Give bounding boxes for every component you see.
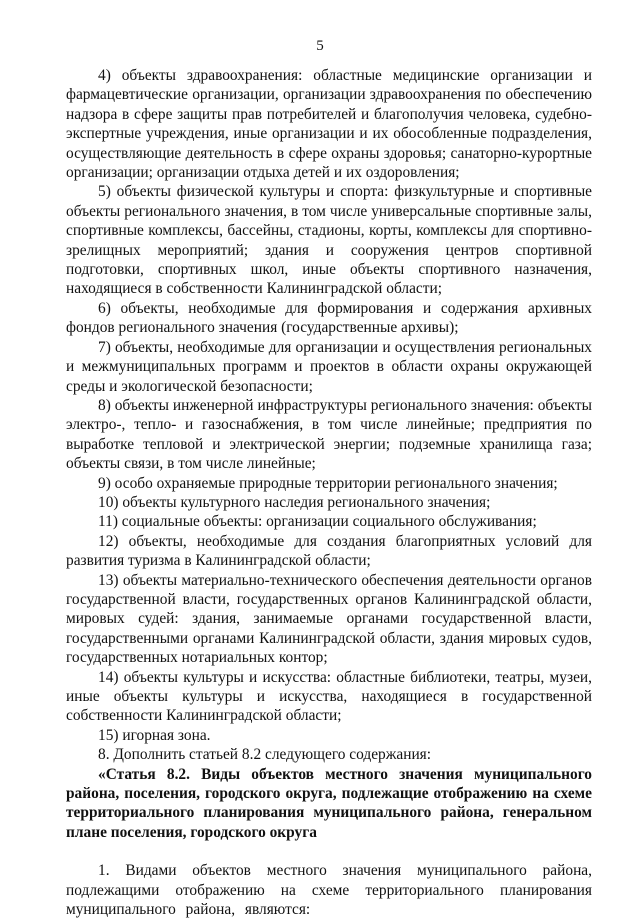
paragraph-amendment: 8. Дополнить статьей 8.2 следующего содержания:	[98, 746, 432, 764]
paragraph-closing: 1. Видами объектов местного значения муниципального района, подлежащими отображению на схеме территориального планирования муниципального района, являются:	[66, 862, 592, 919]
paragraph-tourism: 12) объекты, необходимые для создания благоприятных условий для развития туризма в Калининградской области;	[66, 532, 592, 570]
paragraph-government: 13) объекты материально-технического обеспечения деятельности органов государственной власти, государственных органов Калининградской области, мировых судей: здания, занимаемые органами государственной власти, государственными органами Калининградской области, здания мировых судов, государственных нотариальных контор;	[66, 571, 592, 667]
paragraph-protected-areas: 9) особо охраняемые природные территории регионального значения;	[98, 474, 558, 492]
paragraph-culture-arts: 14) объекты культуры и искусства: областные библиотеки, театры, музеи, иные объекты культуры и искусства, находящиеся в государственной собственности Калининградской области;	[66, 668, 592, 725]
paragraph-social: 11) социальные объекты: организации социального обслуживания;	[98, 513, 537, 531]
spacer	[66, 842, 592, 861]
paragraph-sports: 5) объекты физической культуры и спорта: физкультурные и спортивные объекты регионального значения, в том числе универсальные спортивные залы, спортивные комплексы, бассейны, стадионы, корты, комплексы для спортивно-зрелищных мероприятий; здания и сооружения центров спортивной подготовки, спортивных школ, иные объекты спортивного назначения, находящиеся в собственности Калининградской области;	[66, 183, 592, 298]
paragraph-archives: 6) объекты, необходимые для формирования и содержания архивных фондов регионального значения (государственные архивы);	[66, 299, 592, 337]
page-number: 5	[316, 38, 324, 54]
paragraph-healthcare: 4) объекты здравоохранения: областные медицинские организации и фармацевтические организации, организации здравоохранения по обеспечению надзора в сфере защиты прав потребителей и благополучия человека, судебно-экспертные учреждения, иные организации и их обособленные подразделения, осуществляющие деятельность в сфере охраны здоровья; санаторно-курортные организации; организации отдыха детей и их оздоровления;	[66, 67, 592, 182]
paragraph-gambling-zone: 15) игорная зона.	[98, 726, 211, 744]
article-title: «Статья 8.2. Виды объектов местного значения муниципального района, поселения, городского округа, подлежащие отображению на схеме территориального планирования муниципального района, генеральном плане поселения, городского округа	[66, 765, 592, 841]
paragraph-environment: 7) объекты, необходимые для организации и осуществления региональных и межмуниципальных программ и проектов в области охраны окружающей среды и экологической безопасности;	[66, 338, 592, 395]
paragraph-cultural-heritage: 10) объекты культурного наследия регионального значения;	[98, 493, 491, 511]
paragraph-infrastructure: 8) объекты инженерной инфраструктуры регионального значения: объекты электро-, тепло- и газоснабжения, в том числе линейные; предприятия по выработке тепловой и электрической энергии; подземные хранилища газа; объекты связи, в том числе линейные;	[66, 396, 592, 473]
document-body	[66, 66, 592, 919]
